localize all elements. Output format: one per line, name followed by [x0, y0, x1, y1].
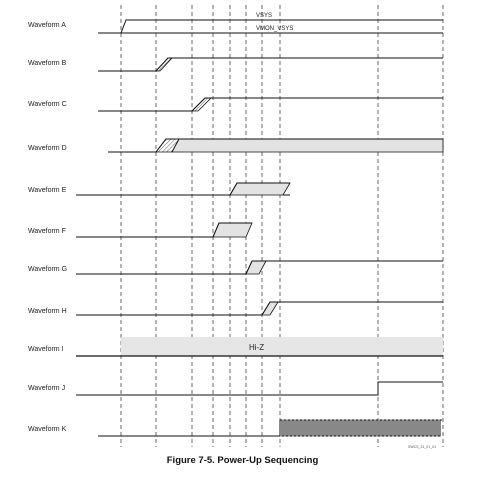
waveform-i-label: Waveform I	[28, 346, 64, 353]
waveform-j-label: Waveform J	[28, 385, 66, 392]
waveform-e-trace	[76, 183, 290, 195]
waveform-h-trace	[76, 302, 443, 315]
waveform-h-label: Waveform H	[28, 308, 67, 315]
waveform-k-label: Waveform K	[28, 426, 67, 433]
waveform-c-trace	[98, 98, 443, 111]
figure-caption: Figure 7-5. Power-Up Sequencing	[166, 455, 319, 466]
waveform-g-label: Waveform G	[28, 266, 68, 273]
waveform-j-trace	[76, 382, 443, 395]
waveform-b-label: Waveform B	[28, 60, 67, 67]
waveform-labels	[28, 22, 67, 433]
waveform-c-label: Waveform C	[28, 101, 67, 108]
waveform-f-label: Waveform F	[28, 228, 66, 235]
vsys-label: VSYS	[256, 13, 273, 19]
timing-markers	[121, 5, 443, 447]
waveform-g-trace	[76, 261, 443, 274]
waveform-a-label: Waveform A	[28, 22, 66, 29]
figure-code-label: SWCS_21_01_01	[408, 445, 437, 449]
vmon-vsys-label: VMON_VSYS	[256, 26, 294, 32]
waveform-b-trace	[98, 58, 443, 71]
waveform-d-label: Waveform D	[28, 145, 67, 152]
hi-z-label: Hi-Z	[249, 343, 265, 352]
waveform-f-trace	[76, 223, 252, 237]
waveform-k-trace	[98, 420, 442, 436]
waveform-e-label: Waveform E	[28, 187, 67, 194]
waveform-d-trace	[108, 139, 443, 152]
